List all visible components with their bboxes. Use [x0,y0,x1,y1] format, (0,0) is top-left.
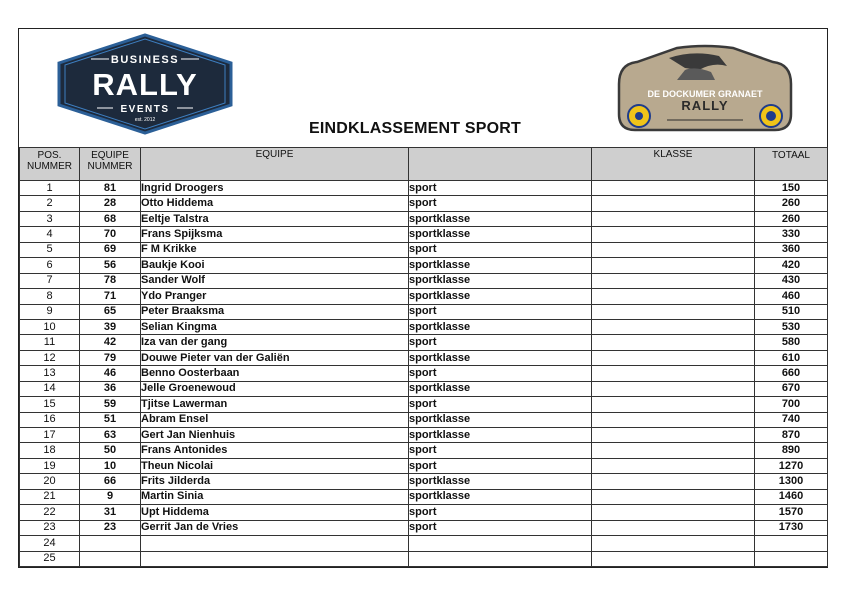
col-klasse-header: KLASSE [592,148,755,181]
cell-equipe-name: Abram Ensel [141,412,409,427]
table-row [20,319,828,334]
table-row [20,181,828,196]
cell-position: 17 [20,428,80,443]
cell-equipe-nummer: 71 [80,289,141,304]
col-pos-header-line2: NUMMER [27,161,72,172]
cell-equipe-nummer: 28 [80,196,141,211]
cell-klasse: sportklasse [409,412,592,427]
cell-equipe-nummer: 10 [80,458,141,473]
logo-est-text: est. 2012 [134,117,156,123]
cell-equipe-name: Martin Sinia [141,489,409,504]
cell-klasse: sport [409,196,592,211]
cell-totaal: 740 [755,412,828,427]
cell-totaal: 330 [755,227,828,242]
cell-totaal: 1460 [755,489,828,504]
cell-position: 25 [20,551,80,566]
col-blank-header [409,148,592,181]
cell-totaal: 660 [755,366,828,381]
table-row [20,505,828,520]
logo-rally-text: RALLY [92,67,198,102]
cell-klasse-extra [592,505,755,520]
cell-klasse-extra [592,350,755,365]
cell-equipe-name: Benno Oosterbaan [141,366,409,381]
cell-equipe-name: Frans Spijksma [141,227,409,242]
ranking-body [20,181,828,567]
cell-equipe-nummer: 69 [80,242,141,257]
table-row [20,196,828,211]
cell-equipe-nummer: 63 [80,428,141,443]
cell-klasse: sportklasse [409,474,592,489]
cell-klasse: sport [409,520,592,535]
cell-totaal: 610 [755,350,828,365]
cell-position: 8 [20,289,80,304]
cell-position: 22 [20,505,80,520]
cell-klasse: sport [409,335,592,350]
cell-equipe-name: Eeltje Talstra [141,211,409,226]
cell-position: 13 [20,366,80,381]
cell-position: 4 [20,227,80,242]
cell-equipe-nummer: 68 [80,211,141,226]
cell-equipe-nummer: 70 [80,227,141,242]
logo-rally-small-text: RALLY [681,98,729,113]
cell-equipe-nummer: 79 [80,350,141,365]
cell-equipe-nummer: 56 [80,258,141,273]
cell-klasse-extra [592,397,755,412]
cell-klasse-extra [592,181,755,196]
cell-klasse: sport [409,397,592,412]
cell-klasse: sportklasse [409,258,592,273]
cell-equipe-nummer: 66 [80,474,141,489]
cell-equipe-name: Sander Wolf [141,273,409,288]
col-totaal-header: TOTAAL [755,148,828,181]
cell-totaal: 700 [755,397,828,412]
cell-position: 18 [20,443,80,458]
cell-klasse-extra [592,536,755,551]
cell-equipe-nummer: 31 [80,505,141,520]
cell-equipe-name [141,536,409,551]
table-row [20,443,828,458]
cell-equipe-name: Iza van der gang [141,335,409,350]
dockumer-granaet-rally-logo [615,44,795,134]
cell-klasse-extra [592,381,755,396]
cell-equipe-nummer [80,551,141,566]
table-row [20,304,828,319]
cell-equipe-nummer: 51 [80,412,141,427]
cell-equipe-name: Douwe Pieter van der Galiën [141,350,409,365]
table-row [20,242,828,257]
cell-klasse: sportklasse [409,273,592,288]
cell-position: 3 [20,211,80,226]
logo-dockumer-text: DE DOCKUMER GRANAET [647,89,763,99]
cell-equipe-name: Selian Kingma [141,319,409,334]
cell-position: 15 [20,397,80,412]
table-row [20,211,828,226]
cell-klasse-extra [592,242,755,257]
cell-position: 5 [20,242,80,257]
cell-equipe-name: Peter Braaksma [141,304,409,319]
cell-totaal: 1270 [755,458,828,473]
table-row [20,350,828,365]
cell-position: 7 [20,273,80,288]
table-row [20,227,828,242]
cell-klasse-extra [592,211,755,226]
table-row [20,381,828,396]
cell-position: 24 [20,536,80,551]
cell-equipe-nummer: 36 [80,381,141,396]
col-equipe-header: EQUIPE [141,148,409,181]
sheet-header [19,29,827,147]
col-equipe-nummer-header [80,148,141,181]
col-equipe-nummer-line1: EQUIPE [91,150,129,161]
cell-klasse-extra [592,520,755,535]
cell-klasse: sport [409,242,592,257]
cell-klasse-extra [592,289,755,304]
cell-position: 16 [20,412,80,427]
cell-klasse-extra [592,551,755,566]
cell-position: 6 [20,258,80,273]
cell-totaal: 510 [755,304,828,319]
cell-equipe-nummer: 81 [80,181,141,196]
col-pos-header [20,148,80,181]
cell-totaal: 530 [755,319,828,334]
cell-klasse: sportklasse [409,428,592,443]
page-title: EINDKLASSEMENT SPORT [309,120,522,137]
cell-klasse-extra [592,304,755,319]
cell-klasse-extra [592,227,755,242]
logo-events-text: EVENTS [120,104,170,115]
cell-equipe-name: Upt Hiddema [141,505,409,520]
results-sheet [18,28,828,568]
cell-klasse: sportklasse [409,227,592,242]
cell-klasse: sportklasse [409,211,592,226]
table-row [20,273,828,288]
cell-totaal: 890 [755,443,828,458]
table-header-row [20,148,828,181]
cell-totaal: 260 [755,196,828,211]
cell-klasse: sportklasse [409,350,592,365]
table-row [20,428,828,443]
table-row [20,412,828,427]
cell-equipe-name: Frans Antonides [141,443,409,458]
cell-klasse-extra [592,319,755,334]
cell-klasse-extra [592,366,755,381]
cell-equipe-name: Gerrit Jan de Vries [141,520,409,535]
table-row [20,474,828,489]
cell-totaal: 670 [755,381,828,396]
ranking-table [19,147,828,567]
cell-equipe-name: Frits Jilderda [141,474,409,489]
table-row [20,489,828,504]
cell-klasse-extra [592,258,755,273]
table-row [20,458,828,473]
cell-equipe-name: Baukje Kooi [141,258,409,273]
cell-equipe-nummer: 23 [80,520,141,535]
cell-equipe-name: Ingrid Droogers [141,181,409,196]
table-row [20,536,828,551]
cell-equipe-nummer: 39 [80,319,141,334]
cell-klasse-extra [592,412,755,427]
cell-klasse [409,536,592,551]
cell-totaal: 1570 [755,505,828,520]
business-rally-events-logo [51,33,239,135]
table-row [20,520,828,535]
logo-business-text: BUSINESS [110,54,180,66]
cell-klasse: sport [409,458,592,473]
cell-equipe-name: Gert Jan Nienhuis [141,428,409,443]
cell-klasse [409,551,592,566]
cell-totaal [755,536,828,551]
cell-equipe-nummer [80,536,141,551]
table-row [20,258,828,273]
cell-klasse: sport [409,505,592,520]
cell-equipe-nummer: 50 [80,443,141,458]
cell-equipe-name: F M Krikke [141,242,409,257]
cell-equipe-name: Theun Nicolai [141,458,409,473]
cell-klasse: sport [409,443,592,458]
cell-klasse-extra [592,458,755,473]
cell-klasse: sportklasse [409,489,592,504]
cell-totaal: 1300 [755,474,828,489]
cell-equipe-name [141,551,409,566]
cell-klasse: sport [409,304,592,319]
cell-klasse: sportklasse [409,381,592,396]
cell-klasse-extra [592,489,755,504]
cell-klasse-extra [592,474,755,489]
cell-equipe-nummer: 59 [80,397,141,412]
cell-position: 2 [20,196,80,211]
table-row [20,551,828,566]
cell-position: 20 [20,474,80,489]
table-row [20,335,828,350]
cell-equipe-nummer: 42 [80,335,141,350]
cell-equipe-name: Tjitse Lawerman [141,397,409,412]
cell-klasse-extra [592,196,755,211]
cell-totaal: 1730 [755,520,828,535]
cell-position: 9 [20,304,80,319]
cell-equipe-nummer: 65 [80,304,141,319]
cell-position: 11 [20,335,80,350]
cell-position: 19 [20,458,80,473]
cell-position: 23 [20,520,80,535]
cell-klasse-extra [592,443,755,458]
col-equipe-nummer-line2: NUMMER [87,161,133,172]
cell-klasse-extra [592,273,755,288]
cell-totaal: 430 [755,273,828,288]
cell-equipe-name: Jelle Groenewoud [141,381,409,396]
cell-totaal: 260 [755,211,828,226]
cell-equipe-nummer: 46 [80,366,141,381]
cell-klasse: sportklasse [409,319,592,334]
cell-totaal: 360 [755,242,828,257]
cell-position: 21 [20,489,80,504]
cell-position: 1 [20,181,80,196]
table-row [20,397,828,412]
cell-equipe-nummer: 9 [80,489,141,504]
cell-position: 14 [20,381,80,396]
cell-klasse-extra [592,428,755,443]
cell-totaal: 580 [755,335,828,350]
cell-klasse: sportklasse [409,289,592,304]
cell-totaal: 150 [755,181,828,196]
col-pos-header-line1: POS. [37,150,62,161]
cell-totaal: 460 [755,289,828,304]
cell-position: 10 [20,319,80,334]
cell-klasse-extra [592,335,755,350]
table-row [20,366,828,381]
cell-klasse: sport [409,181,592,196]
cell-equipe-nummer: 78 [80,273,141,288]
cell-totaal [755,551,828,566]
cell-position: 12 [20,350,80,365]
cell-totaal: 870 [755,428,828,443]
table-row [20,289,828,304]
cell-equipe-name: Otto Hiddema [141,196,409,211]
cell-equipe-name: Ydo Pranger [141,289,409,304]
cell-klasse: sport [409,366,592,381]
cell-totaal: 420 [755,258,828,273]
